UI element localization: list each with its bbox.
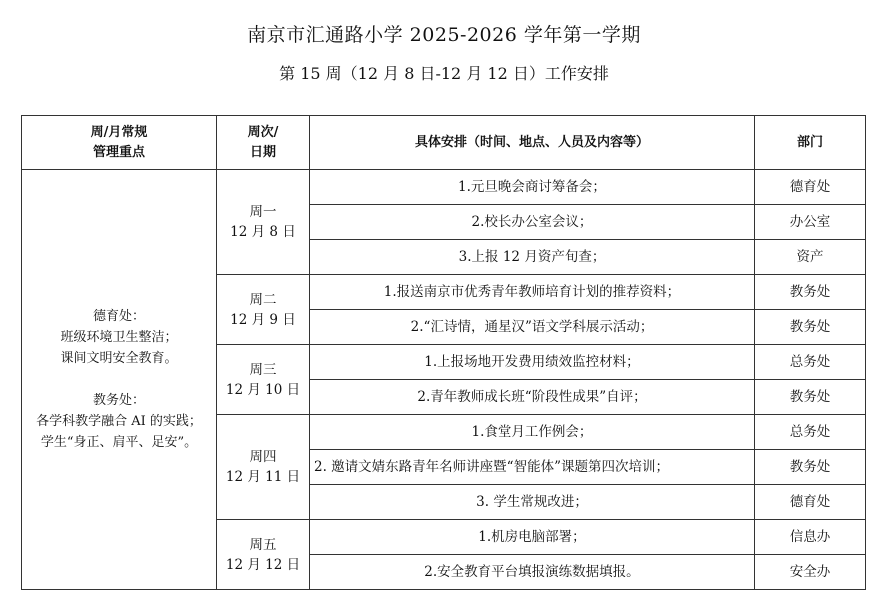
header-dept: 部门: [755, 116, 866, 170]
task-cell: 1.机房电脑部署；: [310, 520, 755, 555]
day-date: 12 月 11 日: [225, 469, 301, 485]
day-date: 12 月 12 日: [225, 556, 301, 573]
day-name: 周二: [249, 291, 277, 308]
header-day-line2: 日期: [249, 144, 276, 160]
header-focus: [22, 116, 217, 170]
dept-cell: 总务处: [755, 415, 866, 450]
task-cell: 2.校长办公室会议；: [310, 205, 755, 240]
task-cell: 1.食堂月工作例会；: [310, 415, 755, 450]
day-cell-wednesday: [217, 345, 310, 415]
task-cell: 3.上报 12 月资产旬查；: [310, 240, 755, 275]
focus-section1-line1: 班级环境卫生整洁；: [60, 330, 178, 345]
task-cell: 2.安全教育平台填报演练数据填报。: [310, 555, 755, 590]
document-title: 南京市汇通路小学 2025-2026 学年第一学期: [247, 24, 641, 46]
header-task: 具体安排（时间、地点、人员及内容等）: [310, 116, 755, 170]
task-cell: 3. 学生常规改进；: [310, 485, 755, 520]
dept-cell: 德育处: [755, 485, 866, 520]
dept-cell: 德育处: [755, 170, 866, 205]
focus-spacer: [24, 369, 214, 390]
focus-section1-title: 德育处：: [92, 309, 145, 324]
dept-cell: 办公室: [755, 205, 866, 240]
focus-section2-line1: 各学科教学融合 AI 的实践；: [36, 414, 202, 429]
dept-cell: 教务处: [755, 450, 866, 485]
day-name: 周四: [249, 449, 277, 465]
day-name: 周一: [249, 204, 277, 220]
task-cell: 1.元旦晚会商讨筹备会；: [310, 170, 755, 205]
day-name: 周五: [249, 536, 277, 553]
header-focus-line1: 周/月常规: [90, 124, 148, 140]
header-focus-line2: 管理重点: [92, 144, 145, 160]
task-cell: 1.上报场地开发费用绩效监控材料；: [310, 345, 755, 380]
day-cell-thursday: [217, 415, 310, 520]
document-subtitle: 第 15 周（12 月 8 日-12 月 12 日）工作安排: [279, 64, 609, 83]
day-date: 12 月 9 日: [230, 311, 296, 328]
dept-cell: 信息办: [755, 520, 866, 555]
header-day-line1: 周次/: [247, 124, 279, 140]
header-day: [217, 116, 310, 170]
focus-section2-line2: 学生“身正、肩平、足安”。: [40, 435, 198, 450]
dept-cell: 教务处: [755, 275, 866, 310]
focus-section1-line2: 课间文明安全教育。: [60, 351, 178, 366]
task-cell: 2.青年教师成长班“阶段性成果”自评；: [310, 380, 755, 415]
day-cell-friday: [217, 520, 310, 590]
weekly-schedule-table: [21, 115, 866, 590]
dept-cell: 资产: [755, 240, 866, 275]
task-cell: 2.“汇诗情，通星汉”语文学科展示活动；: [310, 310, 755, 345]
task-cell: 2. 邀请文婧东路青年名师讲座暨“智能体”课题第四次培训；: [310, 450, 755, 485]
table-header-row: [22, 116, 866, 170]
dept-cell: 总务处: [755, 345, 866, 380]
management-focus-cell: [22, 170, 217, 590]
dept-cell: 教务处: [755, 380, 866, 415]
day-name: 周三: [249, 361, 277, 378]
day-cell-monday: [217, 170, 310, 275]
day-date: 12 月 8 日: [230, 224, 296, 240]
dept-cell: 教务处: [755, 310, 866, 345]
focus-section2-title: 教务处：: [92, 393, 145, 408]
dept-cell: 安全办: [755, 555, 866, 590]
task-cell: 1.报送南京市优秀青年教师培育计划的推荐资料；: [310, 275, 755, 310]
day-cell-tuesday: [217, 275, 310, 345]
table-row: [22, 170, 866, 205]
day-date: 12 月 10 日: [225, 381, 301, 398]
